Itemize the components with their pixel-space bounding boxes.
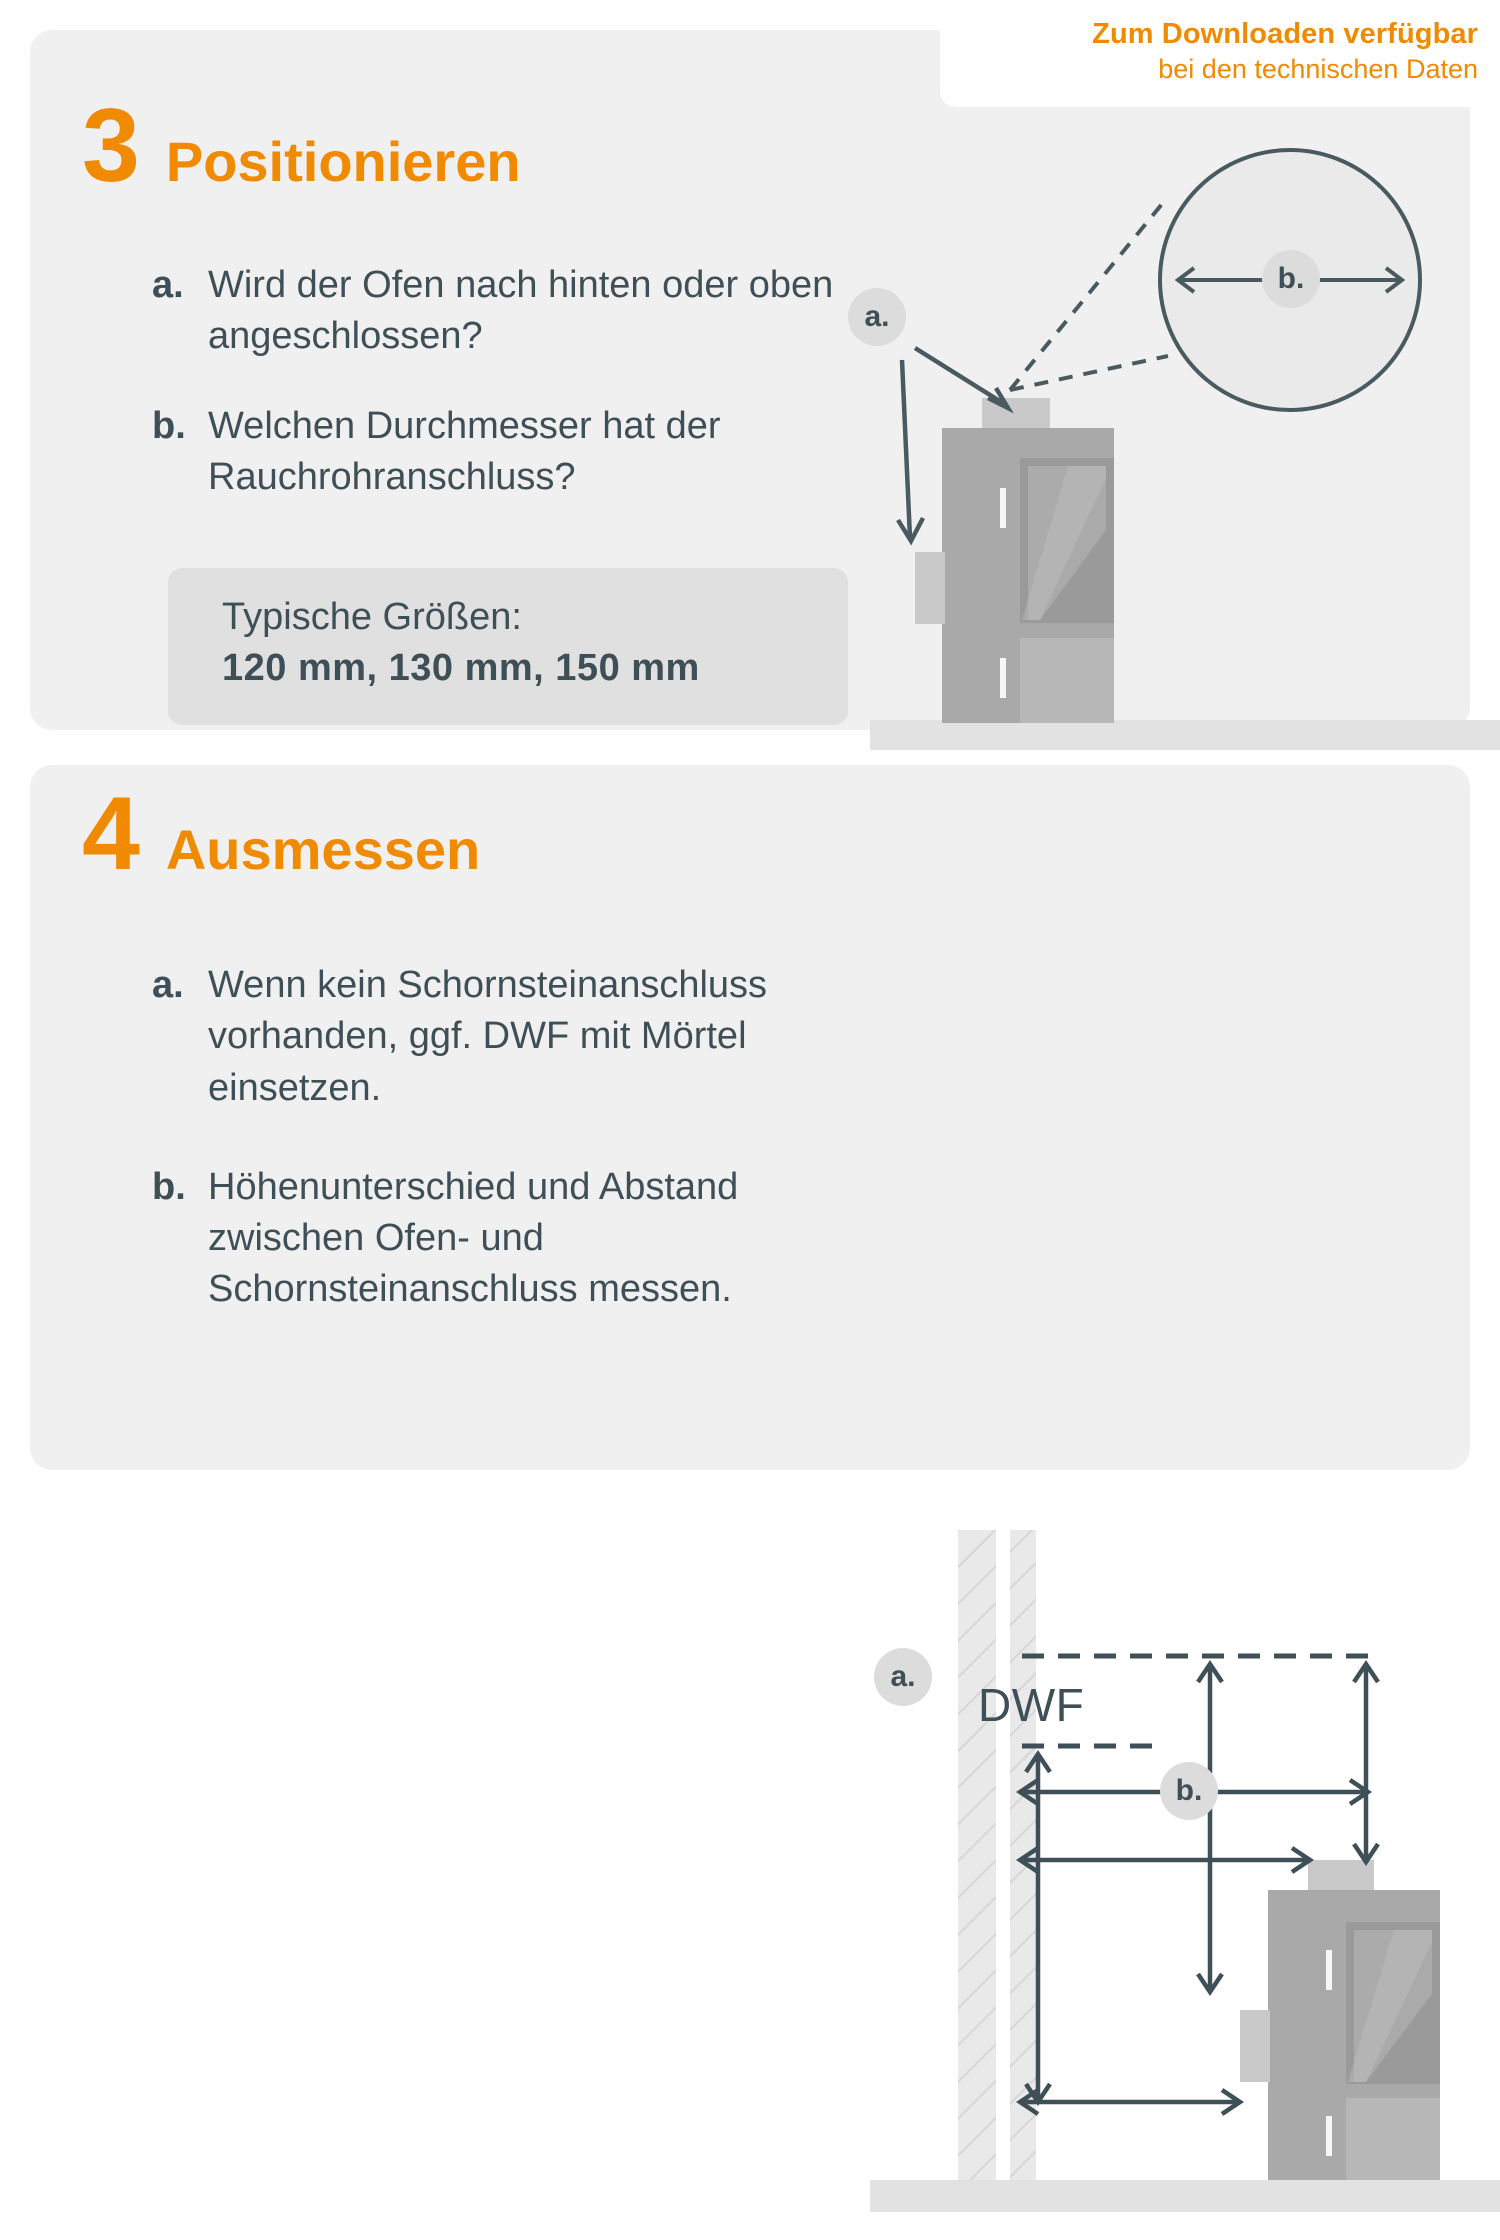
bullet-text: Welchen Durchmesser hat der Rauchrohranschluss?: [208, 404, 721, 498]
step-card-ausmessen: [30, 765, 1470, 1807]
download-availability-badge: [940, 0, 1500, 107]
typical-sizes-label: Typische Größen:: [222, 596, 522, 638]
measure-diagram-svg: [810, 1530, 1500, 2235]
dwf-label: DWF: [978, 1679, 1085, 1731]
bullet-letter: b: [152, 1165, 176, 1208]
bullet-dot: .: [173, 264, 184, 306]
callout-b-step3: b.: [1262, 250, 1320, 308]
bullet-marker: [152, 1162, 208, 1213]
stove-diagram-svg: [810, 60, 1500, 760]
illustration-ausmessen: [810, 1530, 1500, 2235]
download-badge-line2: bei den technischen Daten: [1158, 54, 1478, 85]
bullet-letter: a: [152, 264, 174, 306]
list-item: [152, 960, 892, 1114]
callout-a-step4: a.: [874, 1648, 932, 1706]
illustration-positionieren: [810, 60, 1500, 760]
callout-b-step4: b.: [1160, 1762, 1218, 1820]
bullet-text: Wird der Ofen nach hinten oder oben angeschlossen?: [208, 264, 834, 358]
bullet-list-3: [152, 260, 892, 541]
bullet-list-4: [152, 960, 892, 1354]
step-header-4: [82, 776, 481, 892]
download-badge-line1: Zum Downloaden verfügbar: [1092, 18, 1478, 50]
list-item: [152, 260, 892, 363]
step-number-3: 3: [82, 88, 140, 204]
step-title-3: Positionieren: [165, 130, 521, 193]
bullet-text: Höhenunterschied und Abstand zwischen Ofen- und Schornsteinanschluss messen.: [208, 1165, 739, 1311]
list-item: [152, 1162, 892, 1316]
bullet-marker: [152, 960, 208, 1011]
step-header-3: [82, 88, 521, 204]
bullet-dot: .: [173, 964, 184, 1006]
step-number-4: 4: [82, 776, 140, 892]
callout-a-step3: a.: [848, 288, 906, 346]
list-item: [152, 401, 892, 504]
bullet-letter: a: [152, 964, 174, 1006]
bullet-text: Wenn kein Schornsteinanschluss vorhanden, ggf. DWF mit Mörtel einsetzen.: [208, 964, 768, 1109]
bullet-letter: b: [152, 404, 176, 447]
bullet-dot: .: [175, 1165, 186, 1208]
step-title-4: Ausmessen: [165, 818, 481, 881]
step-card-positionieren: [30, 30, 1470, 730]
typical-sizes-box: [168, 568, 848, 725]
bullet-marker: [152, 260, 208, 311]
bullet-marker: [152, 401, 208, 452]
bullet-dot: .: [175, 404, 186, 447]
typical-sizes-values: 120 mm, 130 mm, 150 mm: [222, 647, 700, 690]
